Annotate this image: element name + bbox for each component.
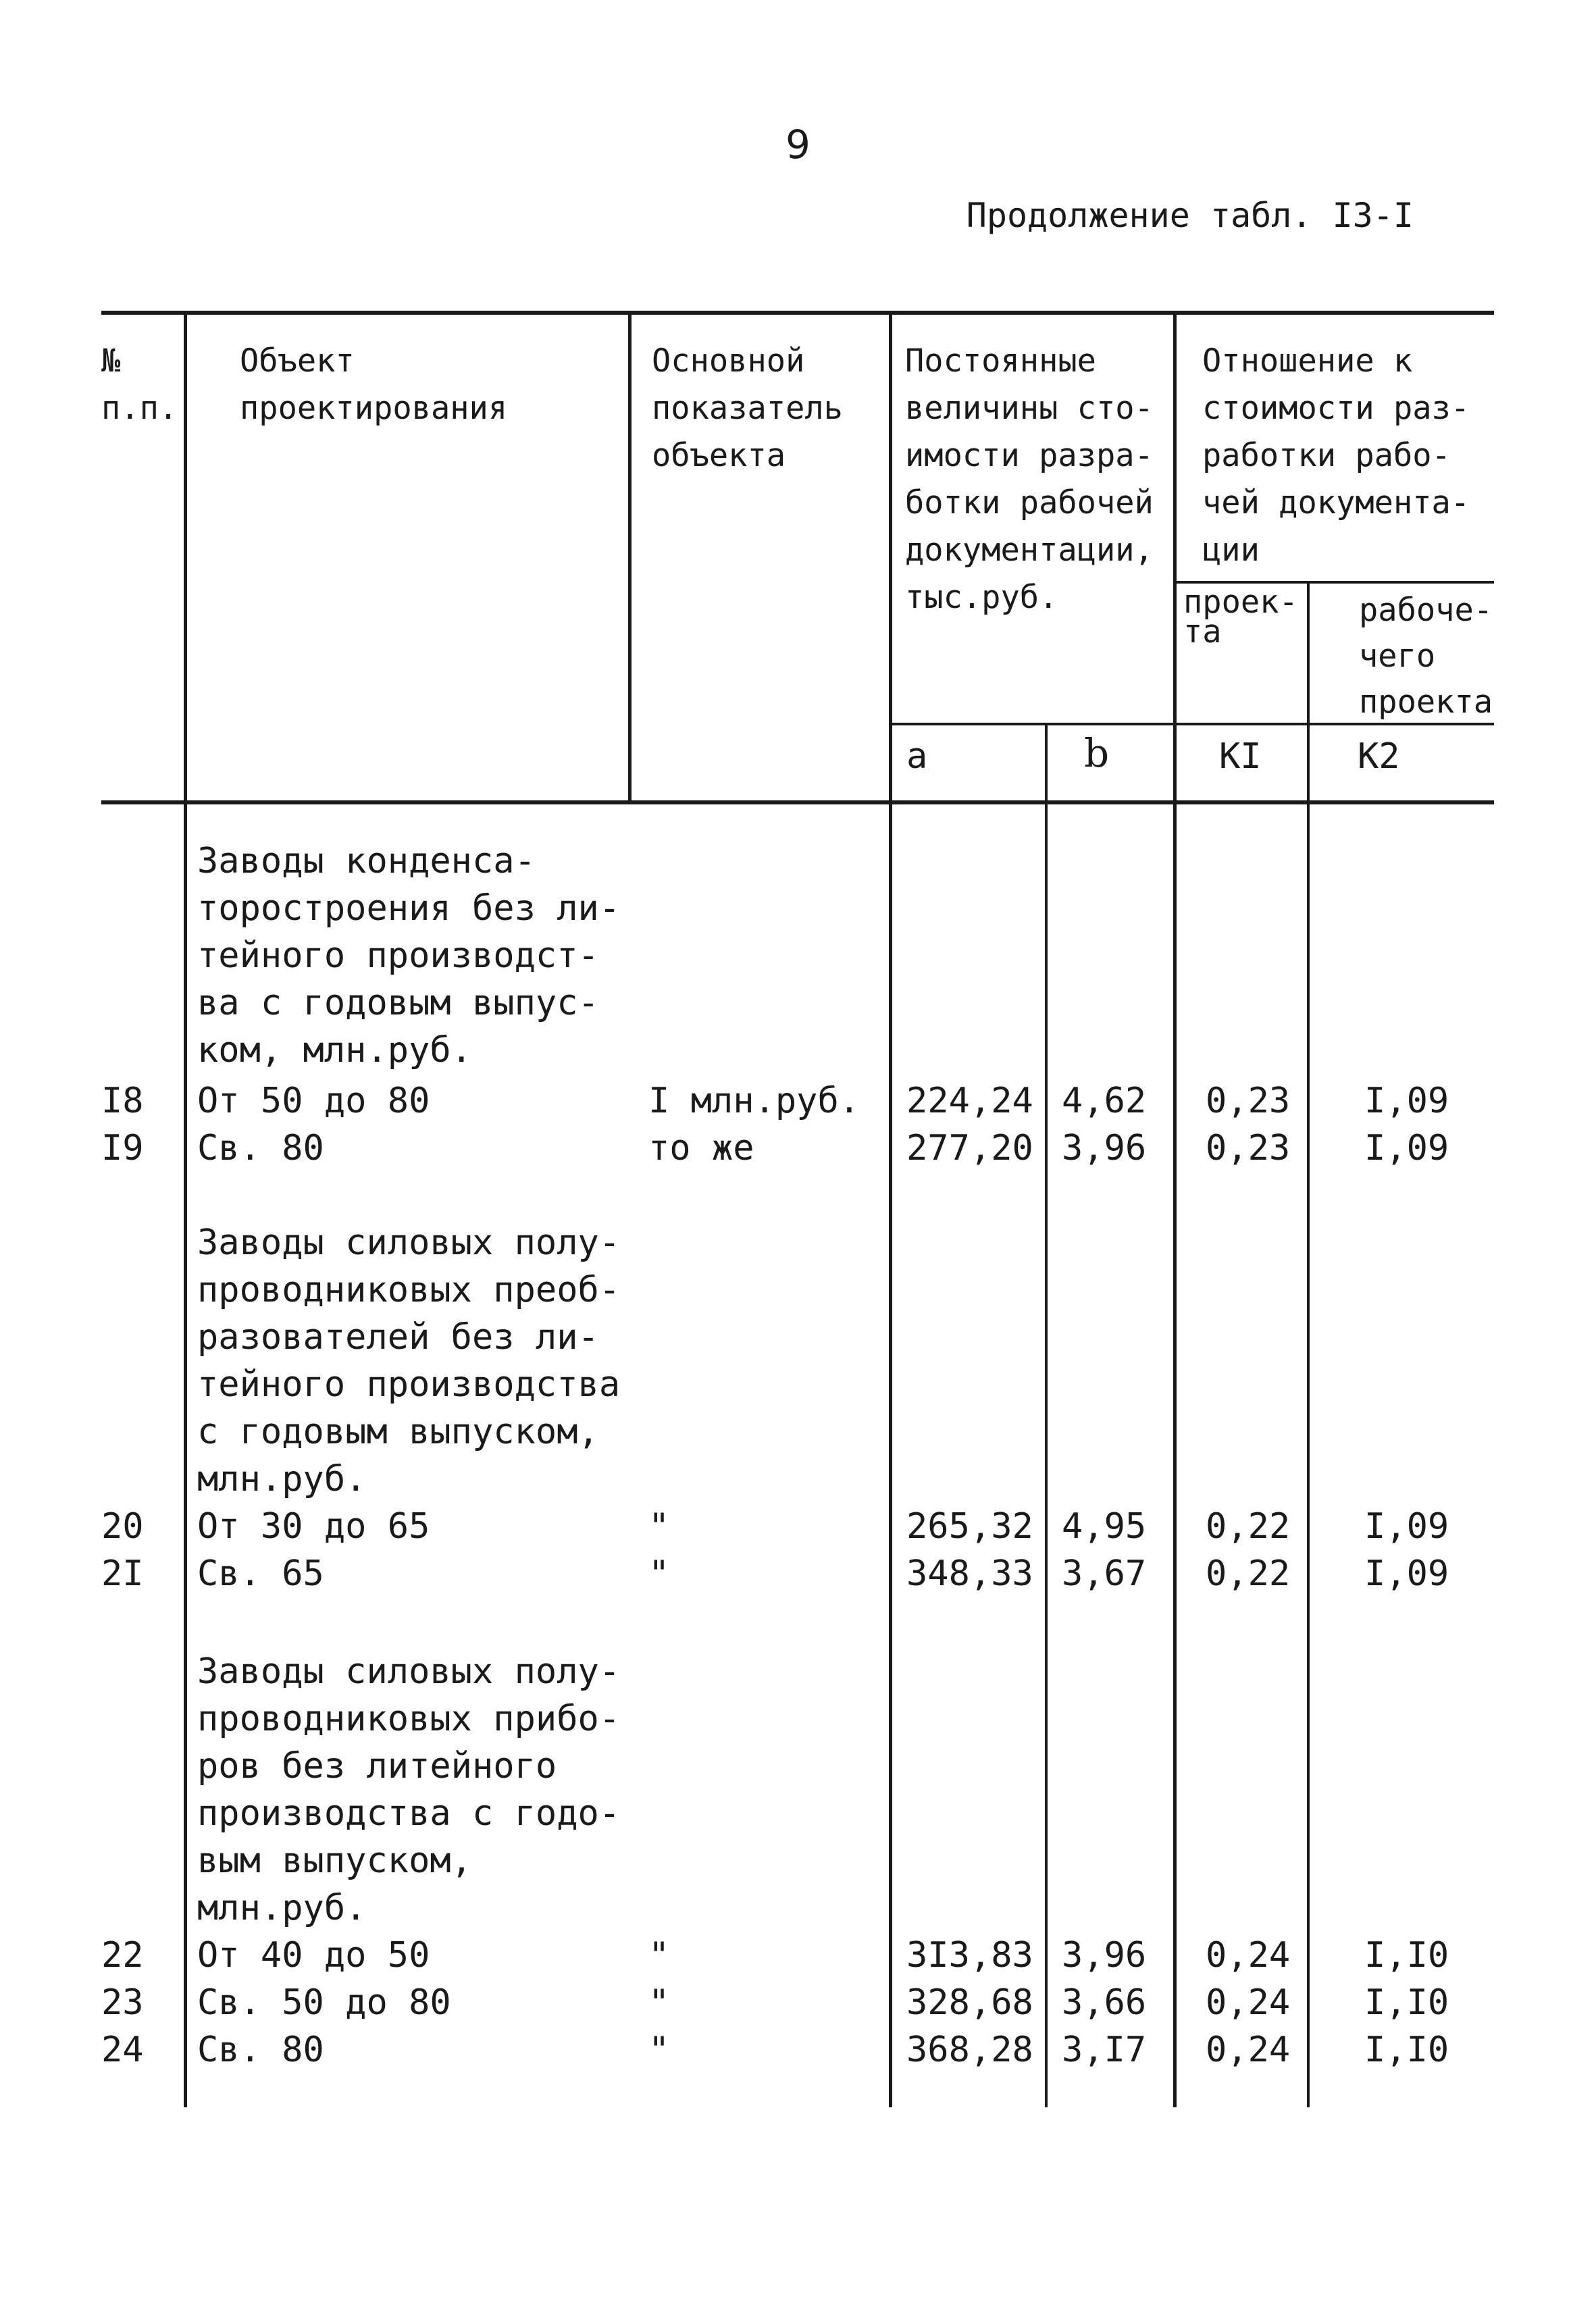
row-value-b: 3,I7 (1062, 2030, 1147, 2070)
column-divider-a-b (1045, 723, 1048, 2107)
row-indicator: то же (648, 1128, 754, 1168)
row-indicator: " (648, 2030, 670, 2070)
row-k2: I,I0 (1364, 2030, 1449, 2070)
row-indicator: " (648, 1935, 670, 1976)
header-object: Объект проектирования (240, 342, 508, 427)
label-k1: КI (1219, 736, 1262, 777)
row-number: 24 (101, 2030, 144, 2070)
label-k2: К2 (1358, 736, 1400, 777)
column-divider-2 (628, 311, 632, 800)
row-value-b: 4,95 (1062, 1506, 1147, 1547)
row-indicator: " (648, 1506, 670, 1547)
header-number: № п.п. (101, 342, 178, 427)
column-divider-3 (889, 311, 892, 2107)
row-k2: I,09 (1364, 1128, 1449, 1168)
row-object: От 30 до 65 (197, 1506, 430, 1547)
row-object: Св. 50 до 80 (197, 1982, 451, 2023)
row-value-a: 3I3,83 (906, 1935, 1033, 1976)
column-divider-4 (1173, 311, 1177, 2107)
row-object: Св. 80 (197, 2030, 324, 2070)
row-k2: I,I0 (1364, 1982, 1449, 2023)
row-value-a: 277,20 (906, 1128, 1033, 1168)
row-indicator: " (648, 1553, 670, 1594)
row-object: От 50 до 80 (197, 1081, 430, 1121)
row-value-a: 368,28 (906, 2030, 1033, 2070)
row-k1: 0,22 (1206, 1506, 1291, 1547)
row-object: Св. 80 (197, 1128, 324, 1168)
row-k2: I,09 (1364, 1081, 1449, 1121)
row-k1: 0,22 (1206, 1553, 1291, 1594)
row-k1: 0,24 (1206, 1935, 1291, 1976)
row-value-a: 348,33 (906, 1553, 1033, 1594)
subheader-project: проек- та (1183, 584, 1298, 650)
group-title: Заводы силовых полу- проводниковых преоб- разователей без ли- тейного производства с годовым выпуском, млн.руб. (197, 1223, 621, 1499)
row-number: 23 (101, 1982, 144, 2023)
row-object: От 40 до 50 (197, 1935, 430, 1976)
column-divider-1 (184, 311, 187, 2107)
row-value-a: 224,24 (906, 1081, 1033, 1121)
row-k2: I,I0 (1364, 1935, 1449, 1976)
row-object: Св. 65 (197, 1553, 324, 1594)
row-number: 2I (101, 1553, 144, 1594)
row-value-b: 3,67 (1062, 1553, 1147, 1594)
subheader-working-project: рабоче- чего проекта (1359, 592, 1493, 721)
row-value-a: 328,68 (906, 1982, 1033, 2023)
header-ratio: Отношение к стоимости раз- работки рабо- чей документа- ции (1202, 342, 1470, 569)
row-value-b: 3,96 (1062, 1128, 1147, 1168)
row-value-b: 3,66 (1062, 1982, 1147, 2023)
row-number: I8 (101, 1081, 144, 1121)
table-top-rule (101, 311, 1494, 315)
row-value-b: 3,96 (1062, 1935, 1147, 1976)
row-indicator: I млн.руб. (648, 1081, 860, 1121)
label-b: b (1084, 730, 1110, 776)
header-bottom-rule (101, 800, 1494, 804)
row-number: 22 (101, 1935, 144, 1976)
row-k1: 0,23 (1206, 1128, 1291, 1168)
row-k2: I,09 (1364, 1506, 1449, 1547)
label-a: a (906, 736, 928, 777)
group-title: Заводы силовых полу- проводниковых прибо- ров без литейного производства с годо- вым выпуском, млн.руб. (197, 1651, 621, 1928)
row-value-b: 4,62 (1062, 1081, 1147, 1121)
row-indicator: " (648, 1982, 670, 2023)
row-k2: I,09 (1364, 1553, 1449, 1594)
page-number: 9 (786, 122, 810, 168)
header-constants: Постоянные величины сто- имости разра- ботки рабочей документации, тыс.руб. (905, 342, 1154, 616)
row-number: I9 (101, 1128, 144, 1168)
row-value-a: 265,32 (906, 1506, 1033, 1547)
column-divider-k1-k2 (1307, 581, 1310, 2107)
row-k1: 0,24 (1206, 1982, 1291, 2023)
group-title: Заводы конденса- торостроения без ли- тейного производст- ва с годовым выпус- ком, млн.руб. (197, 841, 621, 1071)
row-number: 20 (101, 1506, 144, 1547)
row-k1: 0,24 (1206, 2030, 1291, 2070)
table-continuation-caption: Продолжение табл. I3-I (966, 196, 1414, 235)
row-k1: 0,23 (1206, 1081, 1291, 1121)
header-indicator: Основной показатель объекта (652, 342, 843, 474)
